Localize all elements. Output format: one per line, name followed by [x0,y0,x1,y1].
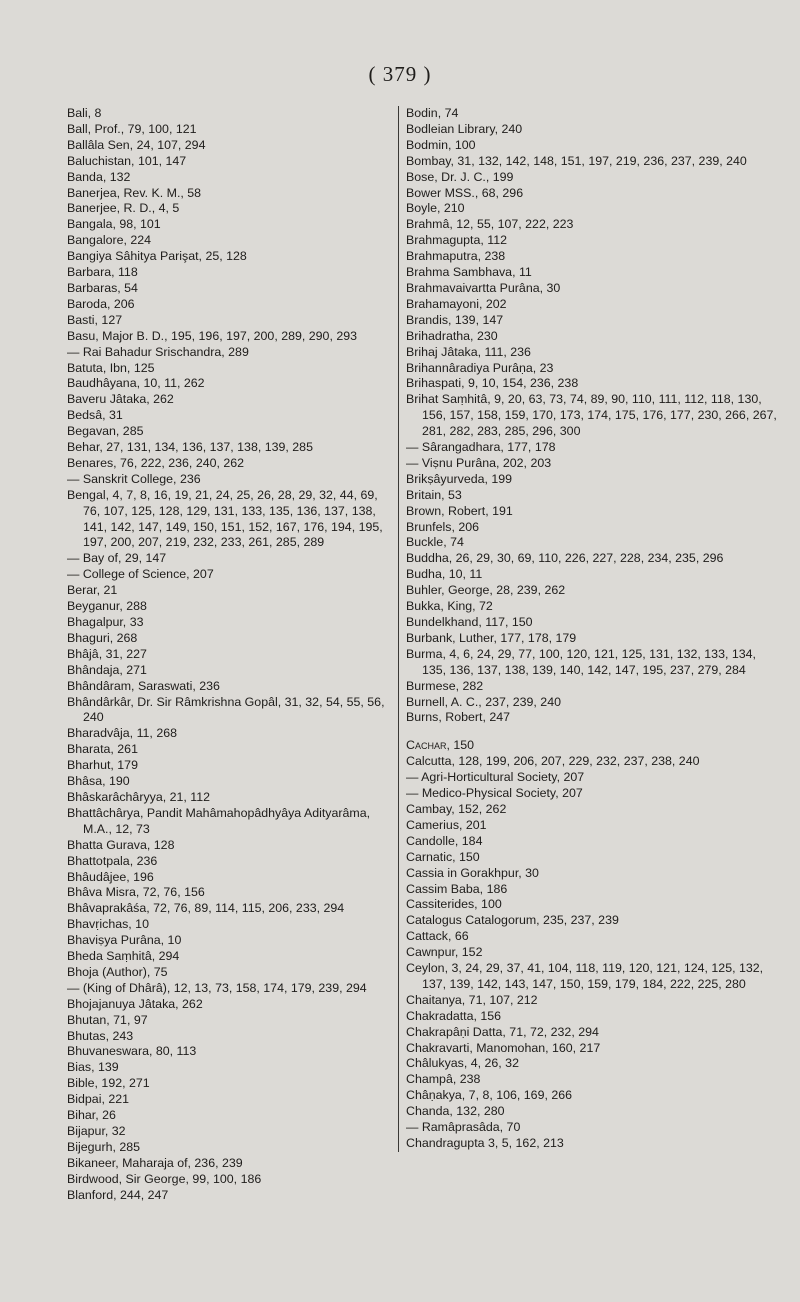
index-entry: Banda, 132 [67,169,131,184]
index-entry: Baudhâyana, 10, 11, 262 [67,376,205,391]
index-entry: Bengal, 4, 7, 8, 16, 19, 21, 24, 25, 26, 28, 29, 32, 44, 69, 76, 107, 125, 128, 129, 131, 133, 135, 136, 137, 138, 141, 142, 147, 149, 150, 151, 152, 167, 176, 194, 195, 197, 200, 207, 219, 232, 233, 261, 285, 289 [67,487,383,550]
index-entry: Bhândaja, 271 [67,662,147,677]
index-entry: Bhojajanuya Jâtaka, 262 [67,996,203,1011]
index-entry: Bharhut, 179 [67,758,138,773]
index-entry: Calcutta, 128, 199, 206, 207, 229, 232, 237, 238, 240 [406,754,700,769]
index-entry: Bombay, 31, 132, 142, 148, 151, 197, 219, 236, 237, 239, 240 [406,153,747,168]
index-entry: Bhavṛichas, 10 [67,917,149,932]
index-entry: Cassim Baba, 186 [406,881,508,896]
index-entry: Bikaneer, Maharaja of, 236, 239 [67,1155,243,1170]
index-entry: Bodmin, 100 [406,137,476,152]
index-column-right [398,106,778,1152]
index-entry: Brahma Sambhava, 11 [406,265,532,280]
index-entry: Boyle, 210 [406,201,465,216]
index-entry: Basti, 127 [67,312,123,327]
index-entry: Ballâla Sen, 24, 107, 294 [67,137,206,152]
index-entry: Barbaras, 54 [67,280,138,295]
index-entry: Bijapur, 32 [67,1124,126,1138]
index-entry: Bias, 139 [67,1060,119,1075]
index-entry: Burma, 4, 6, 24, 29, 77, 100, 120, 121, 125, 131, 132, 133, 134, 135, 136, 137, 138, 139, 140, 142, 147, 195, 237, 279, 284 [406,646,756,677]
index-entry: Buckle, 74 [406,535,464,550]
index-entry: Baluchistan, 101, 147 [67,153,187,168]
index-entry: Bhâsa, 190 [67,774,130,789]
index-entry: Bukka, King, 72 [406,599,493,614]
index-entry: Bundelkhand, 117, 150 [406,615,533,629]
index-entry: Ceylon, 3, 24, 29, 37, 41, 104, 118, 119, 120, 121, 124, 125, 132, 137, 139, 142, 143, 147, 150, 159, 179, 184, 222, 225, 280 [406,961,764,991]
index-entry: Bhândâram, Saraswati, 236 [67,678,220,693]
index-entry: Burbank, Luther, 177, 178, 179 [406,630,577,645]
index-entry: Burns, Robert, 247 [406,710,511,725]
index-entry: — College of Science, 207 [67,567,214,582]
index-entry: Brunfels, 206 [406,519,480,534]
index-entry: Bihar, 26 [67,1108,116,1123]
index-entry: — Sârangadhara, 177, 178 [406,440,556,455]
index-entry: Brandis, 139, 147 [406,312,504,327]
index-entry: Baroda, 206 [67,296,135,311]
index-entry: Bhuvaneswara, 80, 113 [67,1044,197,1059]
index-entry: Chaitanya, 71, 107, 212 [406,992,538,1007]
index-entry: Baveru Jâtaka, 262 [67,392,174,407]
index-entry: Bali, 8 [67,106,102,120]
index-entry: Bhatta Gurava, 128 [67,837,175,852]
index-entry: Buddha, 26, 29, 30, 69, 110, 226, 227, 228, 234, 235, 296 [406,551,724,566]
index-entry: Brihadratha, 230 [406,328,498,343]
index-entry: — Agri-Horticultural Society, 207 [406,770,585,785]
index-entry: Brown, Robert, 191 [406,503,513,518]
index-entry: Cassia in Gorakhpur, 30 [406,865,539,880]
index-entry: Châlukyas, 4, 26, 32 [406,1056,519,1071]
index-entry: Bhâjâ, 31, 227 [67,646,147,661]
index-entry: Banerjea, Rev. K. M., 58 [67,185,202,200]
index-entry: Banerjee, R. D., 4, 5 [67,201,180,216]
index-entry: Berar, 21 [67,583,118,598]
index-entry: Ball, Prof., 79, 100, 121 [67,121,197,136]
index-entry: — Ramâprasâda, 70 [406,1120,521,1135]
index-entry: Brihaspati, 9, 10, 154, 236, 238 [406,376,579,391]
index-entry: Bhâudâjee, 196 [67,869,154,884]
index-entry: Batuta, Ibn, 125 [67,360,155,375]
index-entry: Catalogus Catalogorum, 235, 237, 239 [406,913,619,928]
index-entry: Chanda, 132, 280 [406,1104,505,1119]
index-entry: Burnell, A. C., 237, 239, 240 [406,694,561,709]
index-entry: Camerius, 201 [406,817,487,832]
index-entry: Bible, 192, 271 [67,1076,150,1091]
index-column-left [67,106,393,1204]
index-entry: — Rai Bahadur Srischandra, 289 [67,344,249,359]
index-entry: Bower MSS., 68, 296 [406,185,524,200]
index-entry: Brahmagupta, 112 [406,233,508,248]
index-entry: Bijegurh, 285 [67,1139,141,1154]
index-entry: Cawnpur, 152 [406,945,483,960]
index-entry: Bose, Dr. J. C., 199 [406,169,514,184]
index-entry: Budha, 10, 11 [406,567,483,582]
index-entry: Brahmavaivartta Purâna, 30 [406,280,561,295]
index-entry: — Medico-Physical Society, 207 [406,786,583,801]
index-entry: Burmese, 282 [406,678,484,693]
page-number: ( 379 ) [368,62,432,86]
index-entry: Buhler, George, 28, 239, 262 [406,583,566,598]
index-entry: Bedsâ, 31 [67,408,123,423]
index-entry: Bangiya Sâhitya Parişat, 25, 128 [67,249,247,264]
index-entry: Brahmâ, 12, 55, 107, 222, 223 [406,217,574,232]
index-entry: Châṇakya, 7, 8, 106, 169, 266 [406,1088,573,1103]
index-entry: — Sanskrit College, 236 [67,471,201,486]
index-entry: Bharata, 261 [67,742,138,757]
index-entry: Basu, Major B. D., 195, 196, 197, 200, 289, 290, 293 [67,328,358,343]
index-entry: Bhaguri, 268 [67,630,138,645]
index-entry: — (King of Dhârâ), 12, 13, 73, 158, 174, 179, 239, 294 [67,980,367,995]
index-entry: Chandragupta 3, 5, 162, 213 [406,1136,564,1150]
index-entry: Begavan, 285 [67,424,144,439]
index-entry: Benares, 76, 222, 236, 240, 262 [67,455,245,470]
index-entry: Barbara, 118 [67,265,138,280]
index-entry: Bhattotpala, 236 [67,853,158,868]
index-entry: Bhattâchârya, Pandit Mahâmahopâdhyâya Adityarâma, M.A., 12, 73 [67,805,371,836]
index-entry: Birdwood, Sir George, 99, 100, 186 [67,1171,262,1186]
index-entry: — Bay of, 29, 147 [67,551,167,566]
index-entry: Bhâvaprakâśa, 72, 76, 89, 114, 115, 206, 233, 294 [67,901,345,916]
index-entry: Bodleian Library, 240 [406,121,523,136]
index-entry: Cassiterides, 100 [406,897,502,912]
index-entry: — Viṣnu Purâna, 202, 203 [406,455,552,470]
index-entry: Champâ, 238 [406,1072,481,1087]
index-entry: Blanford, 244, 247 [67,1187,169,1202]
index-entry: Bhoja (Author), 75 [67,964,168,979]
index-entry: Carnatic, 150 [406,849,480,864]
index-entry: Cachar, 150 [406,738,475,753]
index-entry: Cambay, 152, 262 [406,801,507,816]
index-entry: Cattack, 66 [406,929,469,944]
index-entry: Bhâva Misra, 72, 76, 156 [67,885,205,900]
index-entry: Chakravarti, Manomohan, 160, 217 [406,1040,601,1055]
index-entry: Bangalore, 224 [67,233,152,248]
index-entry: Brahmaputra, 238 [406,249,506,264]
index-entry: Bodin, 74 [406,106,459,120]
index-entry: Bheda Saṃhitâ, 294 [67,949,180,964]
index-entry: Britain, 53 [406,487,462,502]
index-entry: Beyganur, 288 [67,599,147,614]
index-entry: Brahamayoni, 202 [406,296,507,311]
index-entry: Brikṣâyurveda, 199 [406,471,513,486]
index-entry: Chakradatta, 156 [406,1008,502,1023]
index-entry: Bhagalpur, 33 [67,615,144,629]
index-entry: Brihaj Jâtaka, 111, 236 [406,344,531,359]
index-entry: Candolle, 184 [406,833,483,848]
index-entry: Bharadvâja, 11, 268 [67,726,177,741]
index-entry: Behar, 27, 131, 134, 136, 137, 138, 139, 285 [67,440,313,455]
index-entry: Bidpai, 221 [67,1092,130,1107]
index-entry: Brihat Saṃhitâ, 9, 20, 63, 73, 74, 89, 90, 110, 111, 112, 118, 130, 156, 157, 158, 159, 170, 173, 174, 175, 176, 177, 230, 266, 267, 281, 282, 283, 285, 296, 300 [406,392,777,439]
index-entry: Bhâskarâchâryya, 21, 112 [67,789,211,804]
index-entry: Bhutan, 71, 97 [67,1012,148,1027]
index-entry: Bhândârkâr, Dr. Sir Râmkrishna Gopâl, 31, 32, 54, 55, 56, 240 [67,694,385,725]
index-entry: Bangala, 98, 101 [67,217,161,232]
index-entry: Bhaviṣya Purâna, 10 [67,933,182,948]
index-entry: Bhutas, 243 [67,1028,134,1043]
index-entry: Chakrapâṇi Datta, 71, 72, 232, 294 [406,1024,599,1039]
index-entry: Brihannâradiya Purâṇa, 23 [406,360,554,375]
